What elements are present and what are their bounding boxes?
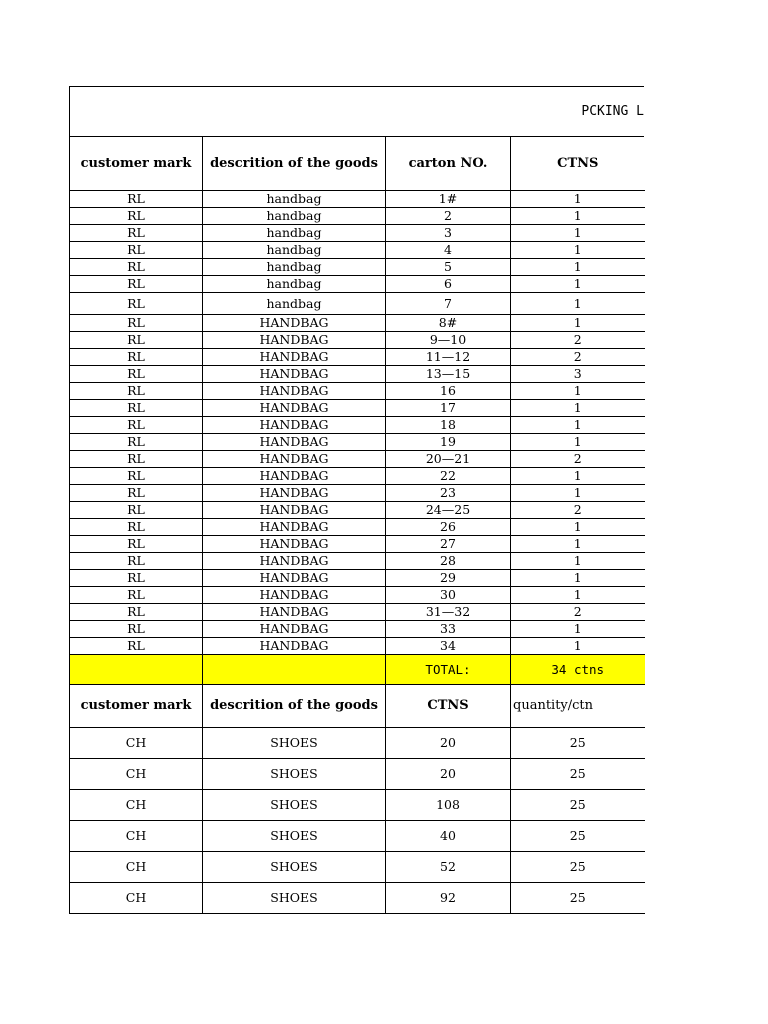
cell-description: HANDBAG: [203, 365, 386, 382]
cell-customer-mark: RL: [70, 620, 203, 637]
cell-carton-no: 19: [386, 433, 511, 450]
cell-description: handbag: [203, 258, 386, 275]
header2-description: descrition of the goods: [203, 684, 386, 727]
cell-customer-mark: RL: [70, 484, 203, 501]
header-row: [70, 137, 645, 190]
cell-customer-mark: RL: [70, 603, 203, 620]
cell-customer-mark: RL: [70, 518, 203, 535]
cell-ctns: 1: [511, 433, 645, 450]
cell-ctns: 1: [511, 620, 645, 637]
cell-customer-mark: CH: [70, 820, 203, 851]
cell-description: HANDBAG: [203, 501, 386, 518]
cell-ctns: 1: [511, 484, 645, 501]
cell-customer-mark: RL: [70, 365, 203, 382]
cell-customer-mark: RL: [70, 416, 203, 433]
table-row: [70, 758, 645, 789]
header2-quantity-per-ctn: quantity/ctn: [511, 684, 645, 727]
cell-ctns: 1: [511, 314, 645, 331]
cell-ctns: 1: [511, 552, 645, 569]
cell-carton-no: 5: [386, 258, 511, 275]
cell-customer-mark: RL: [70, 399, 203, 416]
cell-quantity-per-ctn: 25: [511, 727, 645, 758]
cell-customer-mark: RL: [70, 501, 203, 518]
cell-description: HANDBAG: [203, 637, 386, 654]
cell-ctns: 1: [511, 569, 645, 586]
cell-ctns: 1: [511, 292, 645, 314]
cell-carton-no: 34: [386, 637, 511, 654]
cell-ctns: 2: [511, 331, 645, 348]
cell-ctns: 1: [511, 535, 645, 552]
table-row: [70, 467, 645, 484]
cell-ctns: 1: [511, 275, 645, 292]
cell-description: handbag: [203, 275, 386, 292]
cell-description: SHOES: [203, 882, 386, 913]
cell-description: handbag: [203, 224, 386, 241]
table-row: [70, 433, 645, 450]
cell-carton-no: 16: [386, 382, 511, 399]
cell-description: SHOES: [203, 789, 386, 820]
cell-customer-mark: RL: [70, 569, 203, 586]
cell-description: HANDBAG: [203, 552, 386, 569]
table-row: [70, 518, 645, 535]
cell-customer-mark: RL: [70, 258, 203, 275]
cell-ctns: 2: [511, 348, 645, 365]
cell-description: HANDBAG: [203, 399, 386, 416]
table-row: [70, 620, 645, 637]
cell-description: HANDBAG: [203, 416, 386, 433]
cell-customer-mark: RL: [70, 535, 203, 552]
table-row: [70, 603, 645, 620]
table-row: [70, 292, 645, 314]
cell-customer-mark: RL: [70, 314, 203, 331]
cell-ctns: 1: [511, 382, 645, 399]
cell-carton-no: 13—15: [386, 365, 511, 382]
cell-customer-mark: CH: [70, 789, 203, 820]
cell-ctns: 3: [511, 365, 645, 382]
cell-description: HANDBAG: [203, 348, 386, 365]
cell-ctns: 2: [511, 603, 645, 620]
table-row: [70, 586, 645, 603]
cell-description: SHOES: [203, 758, 386, 789]
cell-ctns: 1: [511, 241, 645, 258]
table-row: [70, 258, 645, 275]
cell-ctns: 1: [511, 224, 645, 241]
cell-ctns: 40: [386, 820, 511, 851]
total-value: 34 ctns: [511, 654, 645, 684]
cell-description: SHOES: [203, 727, 386, 758]
table-row: [70, 365, 645, 382]
cell-quantity-per-ctn: 25: [511, 851, 645, 882]
cell-quantity-per-ctn: 25: [511, 789, 645, 820]
cell-ctns: 1: [511, 258, 645, 275]
cell-ctns: 92: [386, 882, 511, 913]
cell-ctns: 20: [386, 758, 511, 789]
header2-customer-mark: customer mark: [70, 684, 203, 727]
cell-ctns: 1: [511, 190, 645, 207]
cell-customer-mark: RL: [70, 467, 203, 484]
cell-customer-mark: RL: [70, 241, 203, 258]
table-row: [70, 241, 645, 258]
cell-carton-no: 2: [386, 207, 511, 224]
cell-customer-mark: RL: [70, 382, 203, 399]
header-description: descrition of the goods: [203, 137, 386, 190]
table-row: [70, 331, 645, 348]
cell-customer-mark: CH: [70, 758, 203, 789]
table-row: [70, 789, 645, 820]
cell-customer-mark: RL: [70, 348, 203, 365]
cell-customer-mark: RL: [70, 292, 203, 314]
cell-customer-mark: RL: [70, 552, 203, 569]
cell-description: HANDBAG: [203, 620, 386, 637]
cell-customer-mark: RL: [70, 224, 203, 241]
cell-carton-no: 4: [386, 241, 511, 258]
table-row: [70, 882, 645, 913]
table-row: [70, 637, 645, 654]
cell-quantity-per-ctn: 25: [511, 758, 645, 789]
table-row: [70, 224, 645, 241]
cell-carton-no: 9—10: [386, 331, 511, 348]
table-row: [70, 416, 645, 433]
cell-ctns: 1: [511, 518, 645, 535]
header-ctns: CTNS: [511, 137, 645, 190]
table-row: [70, 399, 645, 416]
cell-carton-no: 30: [386, 586, 511, 603]
header-customer-mark: customer mark: [70, 137, 203, 190]
cell-description: HANDBAG: [203, 314, 386, 331]
cell-description: HANDBAG: [203, 603, 386, 620]
packing-table: [69, 137, 645, 914]
cell-customer-mark: CH: [70, 727, 203, 758]
cell-carton-no: 18: [386, 416, 511, 433]
cell-ctns: 1: [511, 586, 645, 603]
cell-customer-mark: RL: [70, 433, 203, 450]
cell-description: HANDBAG: [203, 518, 386, 535]
packing-list-sheet: [69, 86, 644, 914]
table-row: [70, 851, 645, 882]
cell-description: HANDBAG: [203, 484, 386, 501]
cell-customer-mark: RL: [70, 190, 203, 207]
table-row: [70, 314, 645, 331]
cell-carton-no: 7: [386, 292, 511, 314]
cell-carton-no: 33: [386, 620, 511, 637]
cell-description: HANDBAG: [203, 382, 386, 399]
table-row: [70, 552, 645, 569]
cell-carton-no: 20—21: [386, 450, 511, 467]
table-row: [70, 820, 645, 851]
table-row: [70, 501, 645, 518]
document-title: PCKING L: [581, 104, 644, 119]
table-row: [70, 275, 645, 292]
cell-ctns: 1: [511, 416, 645, 433]
cell-ctns: 1: [511, 399, 645, 416]
table-row: [70, 382, 645, 399]
cell-carton-no: 17: [386, 399, 511, 416]
table-row: [70, 450, 645, 467]
cell-carton-no: 29: [386, 569, 511, 586]
cell-ctns: 1: [511, 637, 645, 654]
table-row: [70, 569, 645, 586]
cell-description: SHOES: [203, 851, 386, 882]
cell-ctns: 20: [386, 727, 511, 758]
cell-carton-no: 23: [386, 484, 511, 501]
header-row-2: [70, 684, 645, 727]
total-empty-cell: [70, 654, 203, 684]
cell-description: HANDBAG: [203, 467, 386, 484]
cell-ctns: 2: [511, 501, 645, 518]
cell-ctns: 1: [511, 467, 645, 484]
total-empty-cell: [203, 654, 386, 684]
cell-carton-no: 8#: [386, 314, 511, 331]
cell-description: HANDBAG: [203, 331, 386, 348]
cell-carton-no: 1#: [386, 190, 511, 207]
table-row: [70, 348, 645, 365]
total-row: [70, 654, 645, 684]
cell-carton-no: 22: [386, 467, 511, 484]
cell-description: handbag: [203, 207, 386, 224]
table-row: [70, 190, 645, 207]
cell-description: HANDBAG: [203, 535, 386, 552]
table-row: [70, 535, 645, 552]
cell-description: handbag: [203, 292, 386, 314]
cell-carton-no: 24—25: [386, 501, 511, 518]
cell-ctns: 52: [386, 851, 511, 882]
cell-customer-mark: RL: [70, 637, 203, 654]
cell-ctns: 108: [386, 789, 511, 820]
cell-customer-mark: CH: [70, 851, 203, 882]
total-label: TOTAL:: [386, 654, 511, 684]
cell-carton-no: 3: [386, 224, 511, 241]
cell-description: handbag: [203, 190, 386, 207]
cell-description: HANDBAG: [203, 586, 386, 603]
cell-customer-mark: RL: [70, 331, 203, 348]
cell-description: SHOES: [203, 820, 386, 851]
cell-carton-no: 28: [386, 552, 511, 569]
table-row: [70, 727, 645, 758]
cell-description: HANDBAG: [203, 433, 386, 450]
cell-customer-mark: RL: [70, 275, 203, 292]
cell-carton-no: 27: [386, 535, 511, 552]
cell-ctns: 2: [511, 450, 645, 467]
title-row: [69, 86, 644, 137]
cell-carton-no: 6: [386, 275, 511, 292]
cell-customer-mark: RL: [70, 586, 203, 603]
table-row: [70, 207, 645, 224]
cell-description: HANDBAG: [203, 450, 386, 467]
cell-ctns: 1: [511, 207, 645, 224]
table-row: [70, 484, 645, 501]
cell-quantity-per-ctn: 25: [511, 882, 645, 913]
cell-description: HANDBAG: [203, 569, 386, 586]
header2-ctns: CTNS: [386, 684, 511, 727]
cell-customer-mark: RL: [70, 207, 203, 224]
cell-quantity-per-ctn: 25: [511, 820, 645, 851]
cell-carton-no: 11—12: [386, 348, 511, 365]
header-carton-no: carton NO.: [386, 137, 511, 190]
cell-customer-mark: CH: [70, 882, 203, 913]
cell-carton-no: 31—32: [386, 603, 511, 620]
cell-carton-no: 26: [386, 518, 511, 535]
cell-description: handbag: [203, 241, 386, 258]
cell-customer-mark: RL: [70, 450, 203, 467]
